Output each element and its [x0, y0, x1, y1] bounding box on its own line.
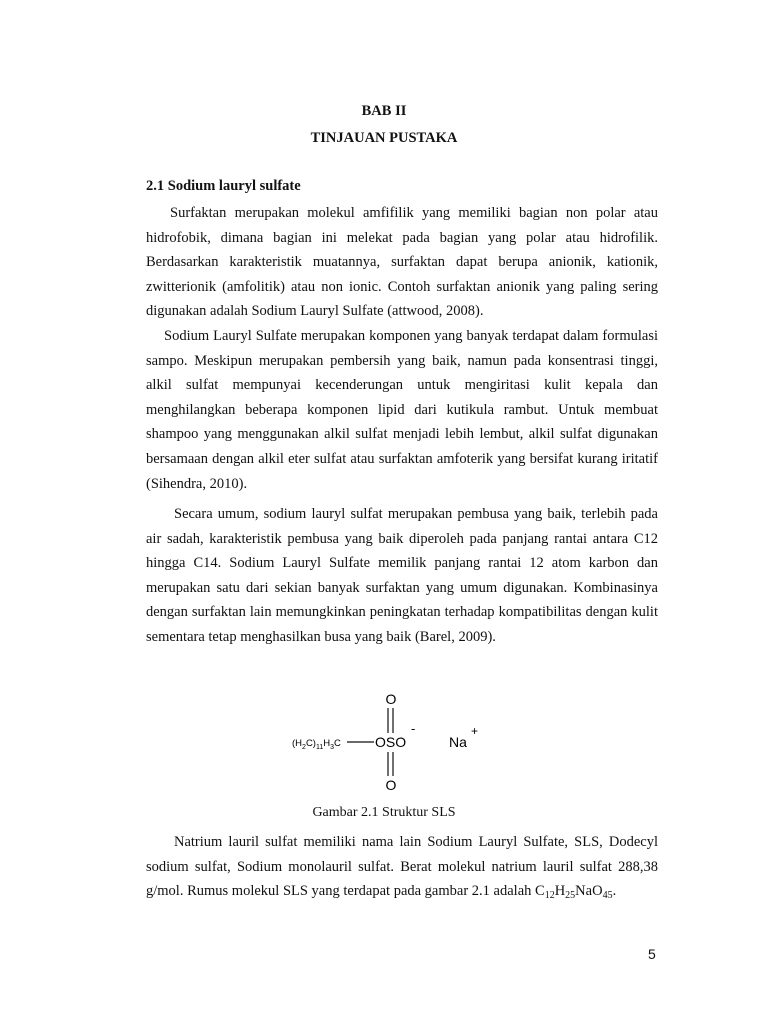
oxygen-top-label: O [385, 691, 397, 707]
chapter-title: TINJAUAN PUSTAKA [310, 130, 458, 146]
oxygen-bottom-label: O [385, 777, 397, 793]
chapter-number: BAB II [361, 103, 407, 119]
paragraph-surfactant-definition: Surfaktan merupakan molekul amfifilik yang memiliki bagian non polar atau hidrofobik, dimana bagian ini melekat pada bagian yang polar atau hidrofilik. Berdasarkan karakteristik muatannya, surfaktan dapat berupa anionik, kationik, zwitterionik (amfolitik) atau non ionic. Contoh surfaktan anionik yang paling sering digunakan adalah Sodium Lauryl Sulfate (attwood, 2008). [146, 205, 658, 320]
sls-structure-diagram [280, 688, 500, 793]
paragraph-sls-names-text: Natrium lauril sulfat memiliki nama lain Sodium Lauryl Sulfate, SLS, Dodecyl sodium sulfat, Sodium monolauril sulfat. Berat molekul natrium lauril sulfat 288,38 g/mol. Rumus molekul SLS yang terdapat pada gambar 2.1 adalah [146, 834, 658, 900]
page-number: 5 [648, 946, 656, 962]
section-heading: 2.1 Sodium lauryl sulfate [146, 178, 301, 194]
negative-charge-label: - [411, 721, 416, 736]
figure-caption: Gambar 2.1 Struktur SLS [312, 805, 456, 820]
molecular-formula: $C_{12}H_{25}NaO_{45}$. [535, 883, 617, 902]
sls-structure-svg [280, 688, 500, 793]
positive-charge-label: + [471, 724, 479, 738]
paragraph-sls-shampoo: Sodium Lauryl Sulfate merupakan komponen yang banyak terdapat dalam formulasi sampo. Meskipun merupakan pembersih yang baik, namun pada konsentrasi tinggi, alkil sulfat mempunyai kecenderungan untuk mengiritasi kulit kepala dan menghilangkan beberapa komponen lipid dari kutikula rambut. Untuk membuat shampoo yang menggunakan alkil sulfat menjadi lebih lembut, alkil sulfat digunakan bersamaan dengan alkil eter sulfat atau surfaktan amfoterik yang bersifat kurang iritatif (Sihendra, 2010). [146, 328, 658, 492]
dodecyl-chain-label: $(H_2C)_{11}H_3C$ [292, 738, 341, 751]
paragraph-sls-names-formula [146, 830, 658, 904]
paragraph-sls-foaming: Secara umum, sodium lauryl sulfat merupakan pembusa yang baik, terlebih pada air sadah, karakteristik pembusa yang baik diperoleh pada panjang rantai antara C12 hingga C14. Sodium Lauryl Sulfate memilik panjang rantai 12 atom karbon dan merupakan satu dari sekian banyak surfaktan yang umum digunakan. Kombinasinya dengan surfaktan lain memungkinkan peningkatan terhadap kompatibilitas dengan kulit sementara tetap menghasilkan busa yang baik (Barel, 2009). [146, 506, 658, 645]
sulfate-center-label: OSO [375, 734, 407, 750]
sodium-label: Na [449, 734, 467, 750]
